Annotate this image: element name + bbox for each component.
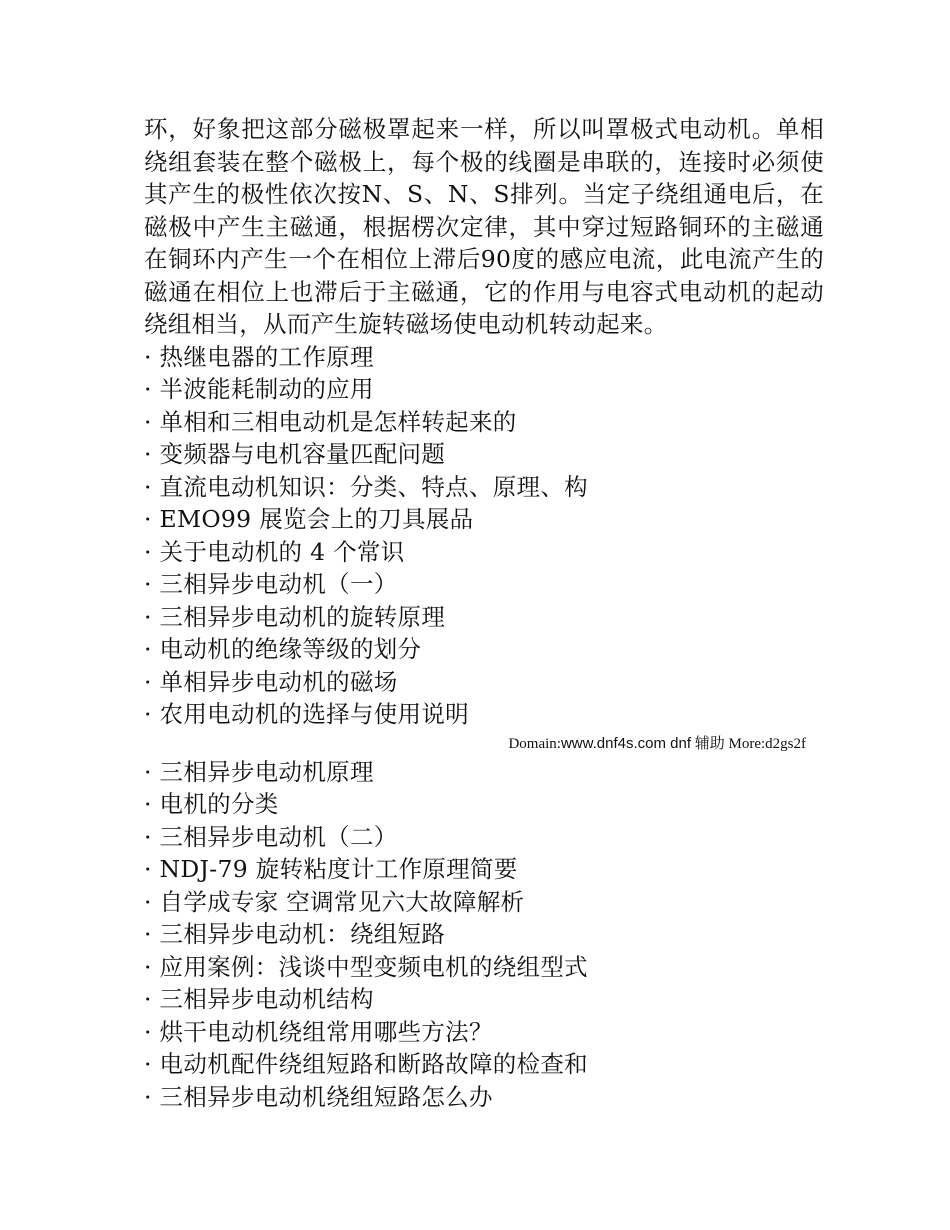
list-item[interactable]: · 三相异步电动机（二） (144, 822, 398, 851)
list-item[interactable]: · 单相异步电动机的磁场 (144, 667, 398, 696)
watermark-url: www.dnf4s.com dnf (560, 734, 691, 752)
list-item[interactable]: · 单相和三相电动机是怎样转起来的 (144, 407, 517, 436)
related-links-list-bottom (144, 756, 824, 1114)
list-item[interactable]: · 三相异步电动机绕组短路怎么办 (144, 1082, 493, 1111)
list-item[interactable]: · 三相异步电动机原理 (144, 757, 374, 786)
list-item[interactable]: · 电动机的绝缘等级的划分 (144, 635, 422, 663)
list-item[interactable]: · 三相异步电动机（一） (144, 570, 398, 598)
list-item[interactable]: · 半波能耗制动的应用 (144, 375, 374, 403)
list-item[interactable]: · 热继电器的工作原理 (144, 342, 374, 371)
list-item[interactable]: · 变频器与电机容量匹配问题 (144, 440, 446, 468)
list-item[interactable]: · 三相异步电动机的旋转原理 (144, 602, 446, 631)
body-paragraph: 环，好象把这部分磁极罩起来一样，所以叫罩极式电动机。单相绕组套装在整个磁极上，每个极的线圈是串联的，连接时必须使其产生的极性依次按N、S、N、S排列。当定子绕组通电后，在磁极中产生主磁通，根据楞次定律，其中穿过短路铜环的主磁通在铜环内产生一个在相位上滞后90度的感应电流，此电流产生的磁通在相位上也滞后于主磁通，它的作用与电容式电动机的起动绕组相当，从而产生旋转磁场使电动机转动起来。 (144, 115, 824, 338)
related-links-list-top (144, 341, 824, 731)
watermark-more: 辅助 More:d2gs2f (691, 735, 806, 752)
watermark-domain-label: Domain: (508, 735, 561, 752)
list-item[interactable]: · 三相异步电动机结构 (144, 985, 374, 1013)
list-item[interactable]: · 关于电动机的 4 个常识 (144, 537, 405, 566)
list-item[interactable]: · NDJ-79 旋转粘度计工作原理简要 (144, 855, 518, 883)
document-page (144, 113, 824, 1113)
list-item[interactable]: · 农用电动机的选择与使用说明 (144, 700, 469, 728)
list-item[interactable]: · 三相异步电动机：绕组短路 (144, 920, 446, 948)
list-item[interactable]: · EMO99 展览会上的刀具展品 (144, 505, 474, 533)
list-item[interactable]: · 电机的分类 (144, 790, 279, 818)
list-item[interactable]: · 自学成专家 空调常见六大故障解析 (144, 887, 525, 916)
list-item[interactable]: · 烘干电动机绕组常用哪些方法？ (144, 1017, 493, 1046)
list-item[interactable]: · 应用案例：浅谈中型变频电机的绕组型式 (144, 952, 588, 981)
list-item[interactable]: · 电动机配件绕组短路和断路故障的检查和 (144, 1050, 588, 1078)
domain-watermark (144, 731, 824, 756)
list-item[interactable]: · 直流电动机知识：分类、特点、原理、构 (144, 472, 588, 501)
